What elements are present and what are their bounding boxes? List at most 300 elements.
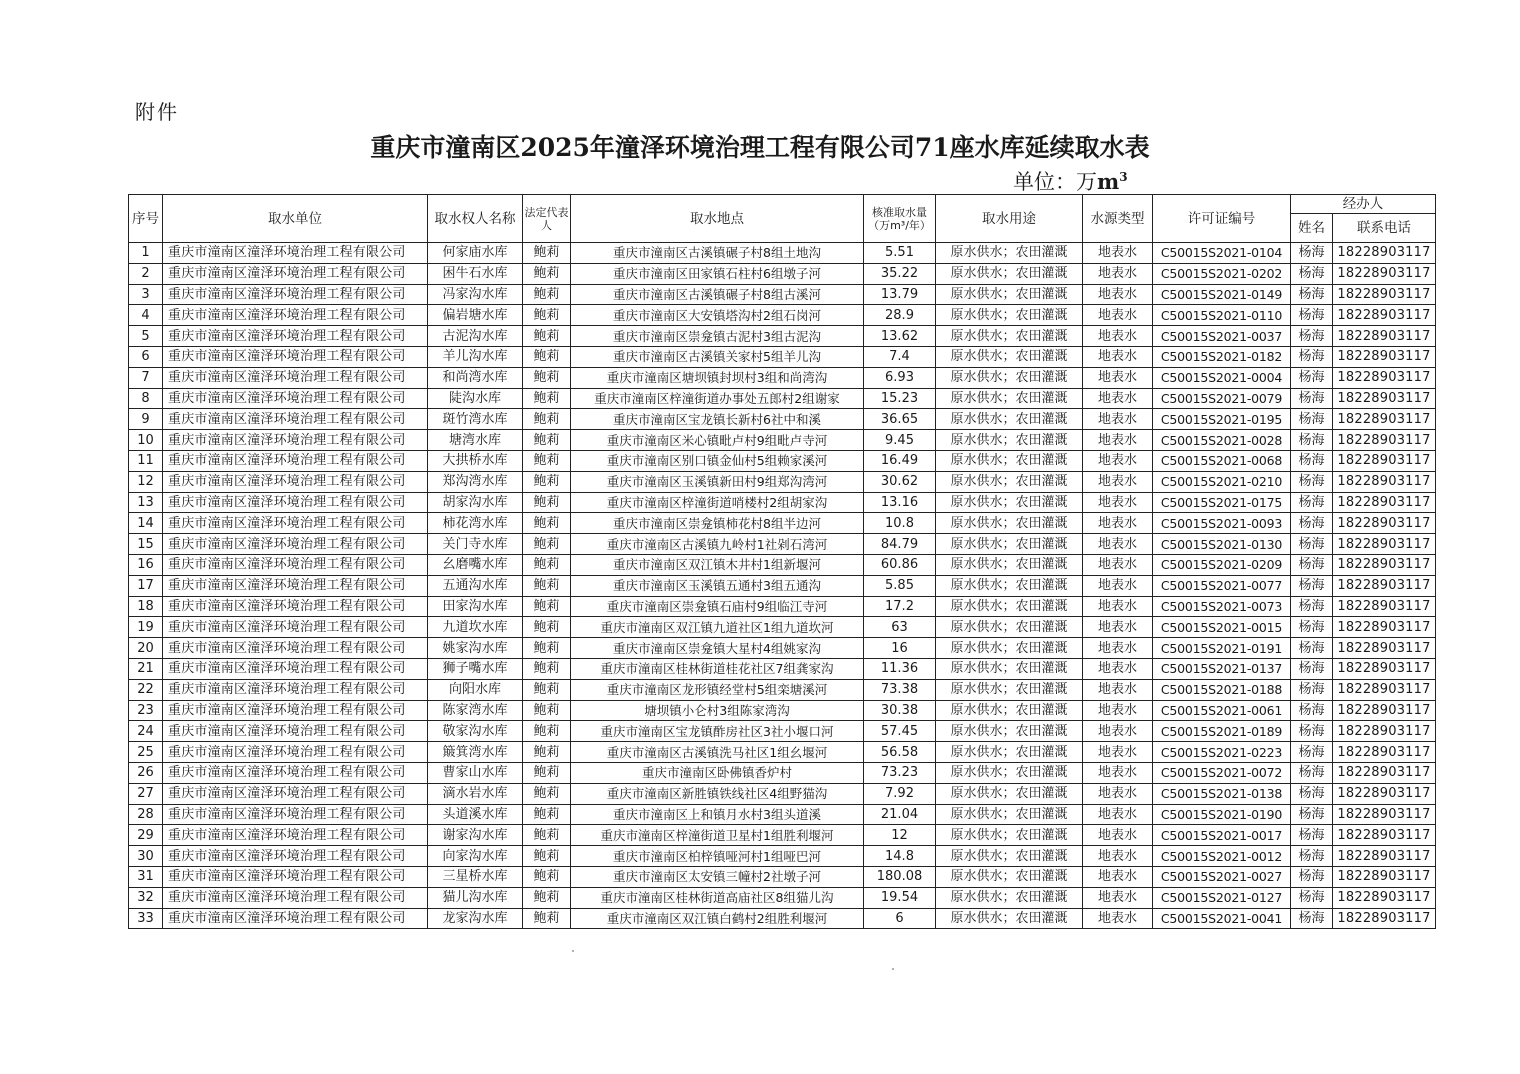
header-row xyxy=(129,195,1436,214)
cell-rep: 鲍莉 xyxy=(523,783,571,804)
cell-rep: 鲍莉 xyxy=(523,346,571,367)
cell-holder: 九道坎水库 xyxy=(428,617,523,638)
cell-unit: 重庆市潼南区潼泽环境治理工程有限公司 xyxy=(163,804,428,825)
cell-holder: 狮子嘴水库 xyxy=(428,658,523,679)
header-use: 取水用途 xyxy=(936,195,1083,243)
cell-rep: 鲍莉 xyxy=(523,409,571,430)
cell-vol: 13.62 xyxy=(864,326,936,347)
cell-unit: 重庆市潼南区潼泽环境治理工程有限公司 xyxy=(163,783,428,804)
cell-vol: 15.23 xyxy=(864,388,936,409)
cell-seq: 3 xyxy=(129,284,163,305)
cell-unit: 重庆市潼南区潼泽环境治理工程有限公司 xyxy=(163,534,428,555)
cell-vol: 10.8 xyxy=(864,513,936,534)
table-row xyxy=(129,263,1436,284)
cell-holder: 幺磨嘴水库 xyxy=(428,554,523,575)
cell-unit: 重庆市潼南区潼泽环境治理工程有限公司 xyxy=(163,346,428,367)
cell-rep: 鲍莉 xyxy=(523,887,571,908)
cell-use: 原水供水；农田灌溉 xyxy=(936,638,1083,659)
table-row xyxy=(129,887,1436,908)
cell-rep: 鲍莉 xyxy=(523,700,571,721)
cell-loc: 重庆市潼南区双江镇九道社区1组九道坎河 xyxy=(571,617,864,638)
cell-phone: 18228903117 xyxy=(1333,554,1436,575)
cell-vol: 5.85 xyxy=(864,575,936,596)
cell-rep: 鲍莉 xyxy=(523,804,571,825)
cell-vol: 19.54 xyxy=(864,887,936,908)
cell-type: 地表水 xyxy=(1083,243,1153,264)
cell-lic: C50015S2021-0210 xyxy=(1153,471,1291,492)
table-row xyxy=(129,783,1436,804)
cell-rep: 鲍莉 xyxy=(523,908,571,929)
cell-seq: 8 xyxy=(129,388,163,409)
cell-lic: C50015S2021-0138 xyxy=(1153,783,1291,804)
cell-vol: 84.79 xyxy=(864,534,936,555)
cell-type: 地表水 xyxy=(1083,346,1153,367)
cell-lic: C50015S2021-0175 xyxy=(1153,492,1291,513)
cell-seq: 32 xyxy=(129,887,163,908)
cell-use: 原水供水；农田灌溉 xyxy=(936,263,1083,284)
cell-lic: C50015S2021-0028 xyxy=(1153,430,1291,451)
cell-holder: 郑沟湾水库 xyxy=(428,471,523,492)
cell-name: 杨海 xyxy=(1291,305,1333,326)
cell-lic: C50015S2021-0012 xyxy=(1153,846,1291,867)
cell-name: 杨海 xyxy=(1291,388,1333,409)
cell-holder: 谢家沟水库 xyxy=(428,825,523,846)
cell-phone: 18228903117 xyxy=(1333,430,1436,451)
cell-seq: 28 xyxy=(129,804,163,825)
cell-holder: 田家沟水库 xyxy=(428,596,523,617)
cell-unit: 重庆市潼南区潼泽环境治理工程有限公司 xyxy=(163,554,428,575)
cell-type: 地表水 xyxy=(1083,721,1153,742)
cell-lic: C50015S2021-0137 xyxy=(1153,658,1291,679)
table-row xyxy=(129,679,1436,700)
cell-use: 原水供水；农田灌溉 xyxy=(936,471,1083,492)
cell-name: 杨海 xyxy=(1291,471,1333,492)
cell-seq: 12 xyxy=(129,471,163,492)
cell-lic: C50015S2021-0004 xyxy=(1153,367,1291,388)
cell-phone: 18228903117 xyxy=(1333,721,1436,742)
cell-use: 原水供水；农田灌溉 xyxy=(936,346,1083,367)
cell-use: 原水供水；农田灌溉 xyxy=(936,388,1083,409)
cell-holder: 大拱桥水库 xyxy=(428,450,523,471)
cell-seq: 1 xyxy=(129,243,163,264)
cell-vol: 6 xyxy=(864,908,936,929)
cell-type: 地表水 xyxy=(1083,679,1153,700)
cell-unit: 重庆市潼南区潼泽环境治理工程有限公司 xyxy=(163,305,428,326)
cell-loc: 重庆市潼南区上和镇月水村3组头道溪 xyxy=(571,804,864,825)
cell-name: 杨海 xyxy=(1291,617,1333,638)
reservoir-table xyxy=(128,194,1436,929)
table-row xyxy=(129,742,1436,763)
cell-name: 杨海 xyxy=(1291,825,1333,846)
table-row xyxy=(129,721,1436,742)
cell-loc: 重庆市潼南区卧佛镇香炉村 xyxy=(571,762,864,783)
table-row xyxy=(129,846,1436,867)
table-row xyxy=(129,409,1436,430)
cell-name: 杨海 xyxy=(1291,409,1333,430)
cell-type: 地表水 xyxy=(1083,742,1153,763)
cell-seq: 5 xyxy=(129,326,163,347)
cell-vol: 30.62 xyxy=(864,471,936,492)
cell-phone: 18228903117 xyxy=(1333,492,1436,513)
cell-type: 地表水 xyxy=(1083,326,1153,347)
table-row xyxy=(129,534,1436,555)
cell-seq: 21 xyxy=(129,658,163,679)
cell-use: 原水供水；农田灌溉 xyxy=(936,658,1083,679)
cell-phone: 18228903117 xyxy=(1333,679,1436,700)
cell-name: 杨海 xyxy=(1291,243,1333,264)
cell-seq: 6 xyxy=(129,346,163,367)
table-row xyxy=(129,596,1436,617)
cell-lic: C50015S2021-0202 xyxy=(1153,263,1291,284)
cell-use: 原水供水；农田灌溉 xyxy=(936,762,1083,783)
table-row xyxy=(129,554,1436,575)
cell-use: 原水供水；农田灌溉 xyxy=(936,284,1083,305)
table-row xyxy=(129,430,1436,451)
cell-lic: C50015S2021-0191 xyxy=(1153,638,1291,659)
cell-phone: 18228903117 xyxy=(1333,471,1436,492)
cell-name: 杨海 xyxy=(1291,596,1333,617)
cell-seq: 31 xyxy=(129,866,163,887)
cell-unit: 重庆市潼南区潼泽环境治理工程有限公司 xyxy=(163,825,428,846)
cell-phone: 18228903117 xyxy=(1333,783,1436,804)
table-body xyxy=(129,243,1436,929)
cell-vol: 6.93 xyxy=(864,367,936,388)
cell-use: 原水供水；农田灌溉 xyxy=(936,742,1083,763)
cell-unit: 重庆市潼南区潼泽环境治理工程有限公司 xyxy=(163,367,428,388)
cell-rep: 鲍莉 xyxy=(523,617,571,638)
cell-lic: C50015S2021-0093 xyxy=(1153,513,1291,534)
cell-holder: 头道溪水库 xyxy=(428,804,523,825)
cell-name: 杨海 xyxy=(1291,554,1333,575)
cell-seq: 19 xyxy=(129,617,163,638)
cell-holder: 曹家山水库 xyxy=(428,762,523,783)
cell-type: 地表水 xyxy=(1083,450,1153,471)
header-unit-name: 取水单位 xyxy=(163,195,428,243)
cell-holder: 何家庙水库 xyxy=(428,243,523,264)
cell-vol: 28.9 xyxy=(864,305,936,326)
cell-seq: 24 xyxy=(129,721,163,742)
table-row xyxy=(129,762,1436,783)
cell-unit: 重庆市潼南区潼泽环境治理工程有限公司 xyxy=(163,471,428,492)
cell-type: 地表水 xyxy=(1083,534,1153,555)
cell-seq: 33 xyxy=(129,908,163,929)
cell-loc: 重庆市潼南区田家镇石柱村6组墩子河 xyxy=(571,263,864,284)
cell-lic: C50015S2021-0195 xyxy=(1153,409,1291,430)
cell-seq: 11 xyxy=(129,450,163,471)
cell-vol: 11.36 xyxy=(864,658,936,679)
cell-vol: 13.79 xyxy=(864,284,936,305)
cell-type: 地表水 xyxy=(1083,388,1153,409)
table-row xyxy=(129,866,1436,887)
cell-rep: 鲍莉 xyxy=(523,825,571,846)
cell-use: 原水供水；农田灌溉 xyxy=(936,866,1083,887)
cell-phone: 18228903117 xyxy=(1333,825,1436,846)
table-row xyxy=(129,825,1436,846)
cell-loc: 重庆市潼南区梓潼街道卫星村1组胜利堰河 xyxy=(571,825,864,846)
cell-type: 地表水 xyxy=(1083,284,1153,305)
unit-label xyxy=(1013,166,1128,196)
cell-vol: 60.86 xyxy=(864,554,936,575)
cell-name: 杨海 xyxy=(1291,450,1333,471)
cell-holder: 陈家湾水库 xyxy=(428,700,523,721)
cell-type: 地表水 xyxy=(1083,783,1153,804)
cell-rep: 鲍莉 xyxy=(523,430,571,451)
cell-phone: 18228903117 xyxy=(1333,263,1436,284)
cell-holder: 偏岩塘水库 xyxy=(428,305,523,326)
cell-lic: C50015S2021-0068 xyxy=(1153,450,1291,471)
cell-name: 杨海 xyxy=(1291,263,1333,284)
cell-seq: 23 xyxy=(129,700,163,721)
table-row xyxy=(129,908,1436,929)
cell-type: 地表水 xyxy=(1083,700,1153,721)
cell-type: 地表水 xyxy=(1083,471,1153,492)
cell-holder: 敬家沟水库 xyxy=(428,721,523,742)
cell-phone: 18228903117 xyxy=(1333,658,1436,679)
table-row xyxy=(129,638,1436,659)
cell-phone: 18228903117 xyxy=(1333,575,1436,596)
cell-name: 杨海 xyxy=(1291,866,1333,887)
cell-rep: 鲍莉 xyxy=(523,284,571,305)
unit-prefix: 单位：万 xyxy=(1013,170,1097,194)
table-row xyxy=(129,617,1436,638)
cell-holder: 三星桥水库 xyxy=(428,866,523,887)
cell-name: 杨海 xyxy=(1291,513,1333,534)
table-row xyxy=(129,513,1436,534)
cell-type: 地表水 xyxy=(1083,825,1153,846)
cell-name: 杨海 xyxy=(1291,534,1333,555)
cell-holder: 斑竹湾水库 xyxy=(428,409,523,430)
cell-lic: C50015S2021-0079 xyxy=(1153,388,1291,409)
cell-vol: 30.38 xyxy=(864,700,936,721)
cell-seq: 22 xyxy=(129,679,163,700)
cell-lic: C50015S2021-0077 xyxy=(1153,575,1291,596)
cell-name: 杨海 xyxy=(1291,887,1333,908)
cell-name: 杨海 xyxy=(1291,783,1333,804)
cell-phone: 18228903117 xyxy=(1333,326,1436,347)
cell-holder: 向阳水库 xyxy=(428,679,523,700)
cell-rep: 鲍莉 xyxy=(523,534,571,555)
table-row xyxy=(129,450,1436,471)
cell-rep: 鲍莉 xyxy=(523,866,571,887)
cell-name: 杨海 xyxy=(1291,846,1333,867)
header-license: 许可证编号 xyxy=(1153,195,1291,243)
cell-unit: 重庆市潼南区潼泽环境治理工程有限公司 xyxy=(163,409,428,430)
cell-name: 杨海 xyxy=(1291,721,1333,742)
table-row xyxy=(129,471,1436,492)
cell-type: 地表水 xyxy=(1083,513,1153,534)
cell-seq: 20 xyxy=(129,638,163,659)
cell-use: 原水供水；农田灌溉 xyxy=(936,721,1083,742)
cell-type: 地表水 xyxy=(1083,409,1153,430)
cell-use: 原水供水；农田灌溉 xyxy=(936,846,1083,867)
cell-lic: C50015S2021-0072 xyxy=(1153,762,1291,783)
cell-vol: 16.49 xyxy=(864,450,936,471)
cell-type: 地表水 xyxy=(1083,866,1153,887)
cell-lic: C50015S2021-0182 xyxy=(1153,346,1291,367)
cell-loc: 重庆市潼南区古溪镇碾子村8组土地沟 xyxy=(571,243,864,264)
cell-use: 原水供水；农田灌溉 xyxy=(936,534,1083,555)
cell-name: 杨海 xyxy=(1291,326,1333,347)
cell-use: 原水供水；农田灌溉 xyxy=(936,305,1083,326)
cell-rep: 鲍莉 xyxy=(523,575,571,596)
cell-seq: 25 xyxy=(129,742,163,763)
cell-loc: 重庆市潼南区双江镇木井村1组新堰河 xyxy=(571,554,864,575)
cell-seq: 10 xyxy=(129,430,163,451)
cell-unit: 重庆市潼南区潼泽环境治理工程有限公司 xyxy=(163,742,428,763)
cell-unit: 重庆市潼南区潼泽环境治理工程有限公司 xyxy=(163,492,428,513)
cell-loc: 重庆市潼南区塘坝镇封坝村3组和尚湾沟 xyxy=(571,367,864,388)
attachment-label: 附件 xyxy=(135,100,179,124)
cell-holder: 柿花湾水库 xyxy=(428,513,523,534)
cell-rep: 鲍莉 xyxy=(523,658,571,679)
cell-lic: C50015S2021-0061 xyxy=(1153,700,1291,721)
table-row xyxy=(129,284,1436,305)
cell-loc: 重庆市潼南区米心镇毗卢村9组毗卢寺河 xyxy=(571,430,864,451)
cell-name: 杨海 xyxy=(1291,638,1333,659)
cell-loc: 重庆市潼南区崇龛镇大星村4组姚家沟 xyxy=(571,638,864,659)
cell-holder: 和尚湾水库 xyxy=(428,367,523,388)
cell-seq: 2 xyxy=(129,263,163,284)
cell-lic: C50015S2021-0209 xyxy=(1153,554,1291,575)
cell-rep: 鲍莉 xyxy=(523,721,571,742)
cell-lic: C50015S2021-0110 xyxy=(1153,305,1291,326)
cell-use: 原水供水；农田灌溉 xyxy=(936,887,1083,908)
cell-holder: 滴水岩水库 xyxy=(428,783,523,804)
cell-use: 原水供水；农田灌溉 xyxy=(936,450,1083,471)
cell-name: 杨海 xyxy=(1291,658,1333,679)
cell-lic: C50015S2021-0149 xyxy=(1153,284,1291,305)
cell-type: 地表水 xyxy=(1083,575,1153,596)
cell-vol: 5.51 xyxy=(864,243,936,264)
cell-lic: C50015S2021-0073 xyxy=(1153,596,1291,617)
cell-name: 杨海 xyxy=(1291,284,1333,305)
cell-name: 杨海 xyxy=(1291,679,1333,700)
cell-lic: C50015S2021-0027 xyxy=(1153,866,1291,887)
cell-seq: 29 xyxy=(129,825,163,846)
cell-loc: 重庆市潼南区大安镇塔沟村2组石岗河 xyxy=(571,305,864,326)
cell-rep: 鲍莉 xyxy=(523,450,571,471)
cell-lic: C50015S2021-0017 xyxy=(1153,825,1291,846)
cell-type: 地表水 xyxy=(1083,762,1153,783)
cell-holder: 陡沟水库 xyxy=(428,388,523,409)
cell-vol: 63 xyxy=(864,617,936,638)
table-row xyxy=(129,305,1436,326)
cell-use: 原水供水；农田灌溉 xyxy=(936,554,1083,575)
cell-phone: 18228903117 xyxy=(1333,409,1436,430)
cell-type: 地表水 xyxy=(1083,638,1153,659)
cell-loc: 重庆市潼南区玉溪镇五通村3组五通沟 xyxy=(571,575,864,596)
cell-holder: 龙家沟水库 xyxy=(428,908,523,929)
cell-rep: 鲍莉 xyxy=(523,305,571,326)
cell-type: 地表水 xyxy=(1083,846,1153,867)
cell-rep: 鲍莉 xyxy=(523,742,571,763)
cell-seq: 7 xyxy=(129,367,163,388)
cell-use: 原水供水；农田灌溉 xyxy=(936,575,1083,596)
cell-unit: 重庆市潼南区潼泽环境治理工程有限公司 xyxy=(163,284,428,305)
cell-loc: 重庆市潼南区古溪镇关家村5组羊儿沟 xyxy=(571,346,864,367)
cell-vol: 16 xyxy=(864,638,936,659)
cell-loc: 重庆市潼南区古溪镇洗马社区1组幺堰河 xyxy=(571,742,864,763)
cell-phone: 18228903117 xyxy=(1333,596,1436,617)
cell-type: 地表水 xyxy=(1083,658,1153,679)
cell-use: 原水供水；农田灌溉 xyxy=(936,596,1083,617)
cell-type: 地表水 xyxy=(1083,617,1153,638)
cell-loc: 重庆市潼南区桂林街道桂花社区7组龚家沟 xyxy=(571,658,864,679)
cell-holder: 羊儿沟水库 xyxy=(428,346,523,367)
cell-unit: 重庆市潼南区潼泽环境治理工程有限公司 xyxy=(163,846,428,867)
cell-unit: 重庆市潼南区潼泽环境治理工程有限公司 xyxy=(163,887,428,908)
cell-lic: C50015S2021-0189 xyxy=(1153,721,1291,742)
cell-unit: 重庆市潼南区潼泽环境治理工程有限公司 xyxy=(163,908,428,929)
cell-use: 原水供水；农田灌溉 xyxy=(936,679,1083,700)
header-handler-name: 姓名 xyxy=(1291,214,1333,243)
cell-rep: 鲍莉 xyxy=(523,263,571,284)
cell-seq: 4 xyxy=(129,305,163,326)
cell-use: 原水供水；农田灌溉 xyxy=(936,804,1083,825)
cell-loc: 重庆市潼南区古溪镇九岭村1社剁石湾河 xyxy=(571,534,864,555)
cell-rep: 鲍莉 xyxy=(523,638,571,659)
header-seq: 序号 xyxy=(129,195,163,243)
cell-type: 地表水 xyxy=(1083,305,1153,326)
cell-phone: 18228903117 xyxy=(1333,243,1436,264)
cell-phone: 18228903117 xyxy=(1333,617,1436,638)
cell-use: 原水供水；农田灌溉 xyxy=(936,783,1083,804)
cell-vol: 56.58 xyxy=(864,742,936,763)
cell-use: 原水供水；农田灌溉 xyxy=(936,243,1083,264)
cell-holder: 冯家沟水库 xyxy=(428,284,523,305)
cell-loc: 重庆市潼南区宝龙镇酢房社区3社小堰口河 xyxy=(571,721,864,742)
header-volume: 核准取水量（万m³/年） xyxy=(864,195,936,243)
cell-seq: 27 xyxy=(129,783,163,804)
table-row xyxy=(129,575,1436,596)
cell-lic: C50015S2021-0104 xyxy=(1153,243,1291,264)
cell-rep: 鲍莉 xyxy=(523,762,571,783)
cell-vol: 9.45 xyxy=(864,430,936,451)
cell-use: 原水供水；农田灌溉 xyxy=(936,700,1083,721)
cell-phone: 18228903117 xyxy=(1333,887,1436,908)
cell-holder: 簸箕湾水库 xyxy=(428,742,523,763)
cell-phone: 18228903117 xyxy=(1333,866,1436,887)
cell-phone: 18228903117 xyxy=(1333,638,1436,659)
cell-vol: 73.23 xyxy=(864,762,936,783)
cell-vol: 180.08 xyxy=(864,866,936,887)
cell-unit: 重庆市潼南区潼泽环境治理工程有限公司 xyxy=(163,617,428,638)
cell-loc: 重庆市潼南区龙形镇经堂村5组栾塘溪河 xyxy=(571,679,864,700)
cell-phone: 18228903117 xyxy=(1333,534,1436,555)
cell-use: 原水供水；农田灌溉 xyxy=(936,513,1083,534)
cell-name: 杨海 xyxy=(1291,575,1333,596)
cell-rep: 鲍莉 xyxy=(523,243,571,264)
cell-lic: C50015S2021-0190 xyxy=(1153,804,1291,825)
cell-unit: 重庆市潼南区潼泽环境治理工程有限公司 xyxy=(163,575,428,596)
cell-use: 原水供水；农田灌溉 xyxy=(936,409,1083,430)
cell-vol: 57.45 xyxy=(864,721,936,742)
cell-holder: 困牛石水库 xyxy=(428,263,523,284)
cell-rep: 鲍莉 xyxy=(523,326,571,347)
cell-phone: 18228903117 xyxy=(1333,346,1436,367)
cell-seq: 14 xyxy=(129,513,163,534)
cell-vol: 17.2 xyxy=(864,596,936,617)
cell-lic: C50015S2021-0188 xyxy=(1153,679,1291,700)
cell-phone: 18228903117 xyxy=(1333,388,1436,409)
cell-rep: 鲍莉 xyxy=(523,846,571,867)
cell-use: 原水供水；农田灌溉 xyxy=(936,367,1083,388)
cell-vol: 12 xyxy=(864,825,936,846)
cell-name: 杨海 xyxy=(1291,367,1333,388)
cell-type: 地表水 xyxy=(1083,554,1153,575)
table-row xyxy=(129,700,1436,721)
cell-unit: 重庆市潼南区潼泽环境治理工程有限公司 xyxy=(163,762,428,783)
